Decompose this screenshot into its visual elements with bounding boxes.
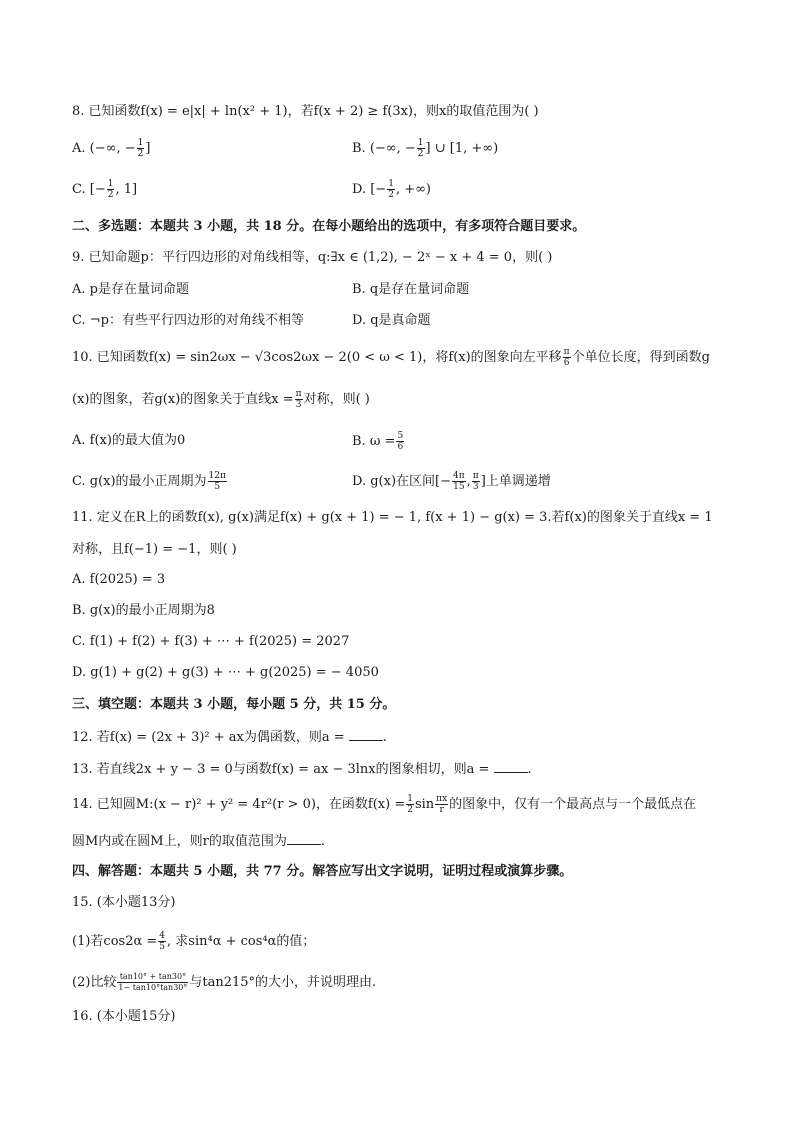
q9-option-b: B. q是存在量词命题 xyxy=(352,282,470,297)
fraction: $\frac{\pi}{3}$ xyxy=(472,471,479,492)
fraction: $\frac{\pi}{3}$ xyxy=(295,389,302,410)
q11-option-d: D. g(1) + g(2) + g(3) + ⋯ + g(2025) = − 4050 xyxy=(72,665,379,680)
fraction: $\frac{4\pi}{15}$ xyxy=(453,471,465,492)
fraction: $\frac{\pi x}{r}$ xyxy=(436,794,448,815)
q8-stem: 8. 已知函数f(x) = e|x| + ln(x² + 1)，若f(x + 2) ≥ f(3x)，则x的取值范围为( ) xyxy=(72,104,539,119)
fraction: $\frac{1}{2}$ xyxy=(137,138,144,159)
q9-option-c: C. ¬p：有些平行四边形的对角线不相等 xyxy=(72,313,304,328)
q15-heading: 15. (本小题13分) xyxy=(72,895,176,910)
q11-line1: 11. 定义在R上的函数f(x), g(x)满足f(x) + g(x + 1) = − 1, f(x + 1) − g(x) = 3.若f(x)的图象关于直线x = 1 xyxy=(72,510,713,525)
q16-heading: 16. (本小题15分) xyxy=(72,1009,176,1024)
fraction: $\frac{12\pi}{5}$ xyxy=(208,471,226,492)
q9-option-d: D. q是真命题 xyxy=(352,313,431,328)
fraction: $\frac{5}{6}$ xyxy=(397,431,404,452)
q11-option-a: A. f(2025) = 3 xyxy=(72,572,166,587)
fraction: $\frac{1}{2}$ xyxy=(107,179,114,200)
fraction: $\frac{\tan 10^\circ + \tan 30^\circ}{1- \tan 10^\circ\tan 30^\circ}$ xyxy=(118,972,188,992)
q14-line2: 圆M内或在圆M上，则r的取值范围为 . xyxy=(72,830,325,852)
q10-option-d: D. g(x)在区间[− $\frac{4\pi}{15}$ , $\frac{\pi}{3}$ ]上单调递增 xyxy=(352,471,551,492)
q10-option-a: A. f(x)的最大值为0 xyxy=(72,433,186,448)
fraction: $\frac{\pi}{6}$ xyxy=(563,347,570,368)
q12: 12. 若f(x) = (2x + 3)² + ax为偶函数，则a = . xyxy=(72,726,387,748)
q14-line1: 14. 已知圆M:(x − r)² + y² = 4r²(r > 0)，在函数f(x) = $\frac{1}{2}$ sin $\frac{\pi x}{r}$ 的图象中，仅有一个最高点与一个最低点在 xyxy=(72,794,697,815)
q10-option-c: C. g(x)的最小正周期为 $\frac{12\pi}{5}$ xyxy=(72,471,226,492)
fraction: $\frac{1}{2}$ xyxy=(407,794,413,815)
q13: 13. 若直线2x + y − 3 = 0与函数f(x) = ax − 3lnx的图象相切，则a = . xyxy=(72,758,532,780)
q8-option-b: B. (−∞, − $\frac{1}{2}$ ] ∪ [1, +∞) xyxy=(352,138,499,159)
q10-line1: 10. 已知函数f(x) = sin2ωx − √3cos2ωx − 2(0 < ω < 1)，将f(x)的图象向左平移 $\frac{\pi}{6}$ 个单位长度，得到函数g xyxy=(72,347,710,368)
q9-option-a: A. p是存在量词命题 xyxy=(72,282,189,297)
q11-line2: 对称，且f(−1) = −1，则( ) xyxy=(72,542,237,557)
q10-line2: (x)的图象，若g(x)的图象关于直线x = $\frac{\pi}{3}$ 对称，则( ) xyxy=(72,389,370,410)
answer-blank xyxy=(287,830,321,845)
section-heading-3: 三、填空题：本题共 3 小题，每小题 5 分，共 15 分。 xyxy=(72,697,396,712)
fraction: $\frac{1}{2}$ xyxy=(417,138,424,159)
q15-part1: (1)若cos2α = $\frac{4}{5}$ , 求sin⁴α + cos⁴α的值； xyxy=(72,931,316,952)
section-heading-2: 二、多选题：本题共 3 小题，共 18 分。在每小题给出的选项中，有多项符合题目要求。 xyxy=(72,219,586,234)
q11-option-c: C. f(1) + f(2) + f(3) + ⋯ + f(2025) = 2027 xyxy=(72,634,350,649)
q8-option-a: A. (−∞, − $\frac{1}{2}$ ] xyxy=(72,138,151,159)
section-heading-4: 四、解答题：本题共 5 小题，共 77 分。解答应写出文字说明，证明过程或演算步骤。 xyxy=(72,864,573,879)
fraction: $\frac{4}{5}$ xyxy=(159,931,166,952)
q15-part2: (2)比较 $\frac{\tan 10^\circ + \tan 30^\circ}{1- \tan 10^\circ\tan 30^\circ}$ 与tan215°的大小，并说明理由. xyxy=(72,972,377,992)
answer-blank xyxy=(349,726,383,741)
q9-stem: 9. 已知命题p：平行四边形的对角线相等，q:∃x ∈ (1,2), − 2ˣ − x + 4 = 0，则( ) xyxy=(72,250,553,265)
q10-option-b: B. ω = $\frac{5}{6}$ xyxy=(352,431,404,452)
fraction: $\frac{1}{2}$ xyxy=(388,179,394,200)
q11-option-b: B. g(x)的最小正周期为8 xyxy=(72,603,215,618)
q8-option-c: C. [− $\frac{1}{2}$ , 1] xyxy=(72,179,138,200)
answer-blank xyxy=(494,758,528,773)
q8-option-d: D. [− $\frac{1}{2}$ , +∞) xyxy=(352,179,431,200)
